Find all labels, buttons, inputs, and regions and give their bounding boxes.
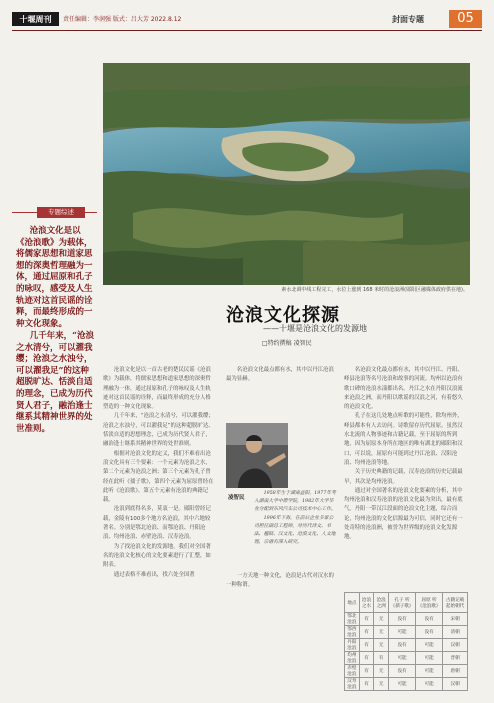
- body-paragraph: 几千年来，“沧浪之水清兮，可以濯我缨；沧浪之水浊兮，可以濯我足”的这种超脱旷达、恬淡自适的思想理念，已成为历代贤人君子，融治逢士继系其精神世界的处世准则。: [103, 413, 214, 448]
- article-subtitle: ——十堰是沧浪文化的发源地: [263, 324, 367, 333]
- table-cell: 汉寿沧浪: [345, 678, 360, 691]
- reservoir-aerial-image: [103, 63, 470, 285]
- table-row: [345, 613, 468, 626]
- body-paragraph: 关于历史典籍的记载，汉寿沧浪的历史记载最早，其次是均州沧浪。: [344, 469, 463, 485]
- article-column-2-top: [226, 366, 334, 385]
- article-column-3: [344, 366, 467, 543]
- section-title: 封面专题: [392, 15, 424, 24]
- table-cell: 无: [374, 665, 389, 678]
- table-cell: 没有: [389, 639, 416, 652]
- body-paragraph: 为了找沧浪文化的发源地，我们对全国著名的沧浪文化核心的文化要素进行了汇整，如附表。: [103, 543, 211, 569]
- article-column-2-bottom: [226, 572, 334, 591]
- table-cell: 有: [359, 665, 374, 678]
- article-column-1: [103, 366, 215, 580]
- header-divider: [12, 30, 482, 31]
- table-header: 屈原 听《沧浪歌》: [416, 593, 443, 613]
- table-cell: 汉朝: [443, 678, 468, 691]
- table-cell: 有: [359, 626, 374, 639]
- table-row: [345, 665, 468, 678]
- table-cell: 鄂西沧浪: [345, 626, 360, 639]
- author-bio: [254, 490, 336, 547]
- table-header-row: [345, 593, 468, 613]
- summary-paragraph: 几千年来，“沧浪之水清兮，可以濯我缨；沧浪之水浊兮，可以濯我足”的这种超脱旷达、恬淡自适的理念，已成为历代贤人君子，融治逢士继系其精神世界的处世准则。: [16, 331, 94, 434]
- bio-paragraph: 1996年下海，在前后企业多家公司担任副总工程师，对历代诗文、书法、楹联、汉文化、沧浪文化、人文地理、宗谱有深入研究。: [254, 515, 336, 546]
- table-cell: 赤壁沧浪: [345, 665, 360, 678]
- table-cell: 有: [359, 678, 374, 691]
- table-cell: 无: [374, 678, 389, 691]
- table-cell: 没有: [389, 665, 416, 678]
- table-cell: 汉朝: [443, 639, 468, 652]
- table-cell: 有: [359, 613, 374, 626]
- table-header: 孔子 听《孺子歌》: [389, 593, 416, 613]
- page-number: 05: [449, 10, 482, 28]
- table-cell: 有: [359, 639, 374, 652]
- body-paragraph: 孔子在这几处地点听歌的可能性，除均州外，峄县都本有人去访问。诗歌留存历代屈原。虽然汉水北流的人物事迹和古籍记载，至于屈原的所到地，因为屈原本身所在地区的唯有湖北的郧阳和汉口，可以说，屈原有可能到过丹江沧浪、汉阳沧浪、均州沧浪等地。: [344, 413, 463, 466]
- table-row: [345, 626, 468, 639]
- table-cell: 无: [374, 639, 389, 652]
- table-cell: 可能: [389, 626, 416, 639]
- bio-paragraph: 1958年生于湖南益阳，1977年考入湖南大学中原学院，1982年大学毕业分配到东风汽车公司技术中心工作。: [254, 491, 336, 513]
- body-paragraph: 名沧浪文化最点都有水，其中以丹江沧浪最为显赫。: [226, 367, 334, 383]
- table-cell: 可能: [389, 678, 416, 691]
- table-row: [345, 652, 468, 665]
- body-paragraph: 一方天地一种文化，沧浪是古代对汉水的一种称谓。: [226, 573, 334, 589]
- masthead: 十堰周刊: [12, 12, 59, 26]
- table-header: 古籍记载 起始朝代: [443, 593, 468, 613]
- body-paragraph: 根据对沧浪文化的定义，我们不难看出沧浪文化具有三个要素：一个元素为沧浪之水，第二个元素为沧浪之洲；第三个元素为孔子曾经在此听《孺子歌》，第四个元素为屈原曾经在此听《沧浪歌》。第五个元素有沧浪的典籍记载。: [103, 450, 214, 504]
- author-photo: [226, 423, 288, 488]
- portrait-name: 凌智民: [228, 495, 245, 501]
- table-cell: 有: [359, 652, 374, 665]
- table-cell: 可能: [389, 652, 416, 665]
- table-header: 沧浪之洲: [374, 593, 389, 613]
- summary-paragraph: 沧浪文化是以《沧浪歌》为载体，将儒家思想和道家思想的深奥哲理融为一体，通过屈原和孔子的咏叹，感受及人生轨迹对这首民谣的诠释，而最终形成的一种文化现象。: [16, 226, 93, 329]
- table-cell: 无: [374, 613, 389, 626]
- body-paragraph: 名沧浪文化最点都有水，其中以丹江、丹阳、峄县沧浪等名号沧浪和故事的河流。均州以沧浪有歌口碑的沧浪水漾都出名。丹江之水在丹阳汉浪流来沧浪之洲，而丹阳以歌谣的汉浪之河，有着悠久的沧浪文化。: [344, 367, 463, 411]
- photo-caption: 素水北调中线工程完工，水位上涨到 168 米时的沧浪洲(郧阳区融媒体政府供在地)。: [281, 287, 468, 293]
- article-title: 沧浪文化探源: [226, 305, 340, 326]
- table-cell: 清朝: [443, 626, 468, 639]
- table-header: 沧浪之水: [359, 593, 374, 613]
- table-header: 地点: [345, 593, 360, 613]
- body-paragraph: 沧浪文化是以一首古老的楚民民谣《沧浪歌》为载体，将儒家思想和道家思想的深奥哲理融为一体，通过屈原和孔子的咏叹及人生轨迹对这首民谣的诠释，而最终形成的充分人格塑造的一种文化现象。: [103, 367, 211, 411]
- sidebar-rule-left: [12, 212, 37, 213]
- editor-credits: 责任编辑：李润强 版式：吕大芳 2022.8.12: [63, 16, 182, 23]
- table-cell: 无: [374, 626, 389, 639]
- table-cell: 可能: [416, 639, 443, 652]
- table-cell: 没有: [416, 626, 443, 639]
- table-cell: 丹阳沧浪: [345, 639, 360, 652]
- table-cell: 鄂北沧浪: [345, 613, 360, 626]
- table-cell: 没有: [416, 613, 443, 626]
- article-byline: □特约撰稿 凌智民: [262, 340, 312, 347]
- table-cell: 唐朝: [443, 665, 468, 678]
- summary-badge: 专题综述: [37, 207, 85, 218]
- table-cell: 可能: [416, 678, 443, 691]
- body-paragraph: 通过表格不难看出，找六处全国著: [113, 571, 195, 578]
- table-cell: 宋朝: [443, 613, 468, 626]
- table-cell: 有: [374, 652, 389, 665]
- table-row: [345, 678, 468, 691]
- table-cell: 没有: [389, 613, 416, 626]
- comparison-table: [344, 592, 468, 691]
- table-cell: 可能: [416, 652, 443, 665]
- landscape-photo: [103, 63, 470, 285]
- body-paragraph: 沧浪到底得名多，莫衷一是。郧阳曾经记载，金陵有100多个地方名沧浪，其中六地较著名。分别是鄂北沧浪、而鄂沧浪、丹阳沧浪、均州沧浪、赤壁沧浪、汉寿沧浪。: [103, 506, 211, 541]
- table-row: [345, 639, 468, 652]
- sidebar-rule-right: [85, 212, 97, 213]
- table-cell: 晋朝: [443, 652, 468, 665]
- table-cell: 均州沧浪: [345, 652, 360, 665]
- body-paragraph: 通过对全国著名的沧浪文化要素的分析，其中均州沧浪和汉寿沧浪的沧浪文化最为突出，最有底气。丹阳一带汉江段面的沧浪文化主题，综合而论，均州沧浪的文化信源最为可信，同时它还有一处奇特的沧浪洲，被誉为世界级的沧浪文化发源地。: [344, 487, 463, 541]
- table-cell: 可能: [416, 665, 443, 678]
- author-portrait: [226, 423, 288, 488]
